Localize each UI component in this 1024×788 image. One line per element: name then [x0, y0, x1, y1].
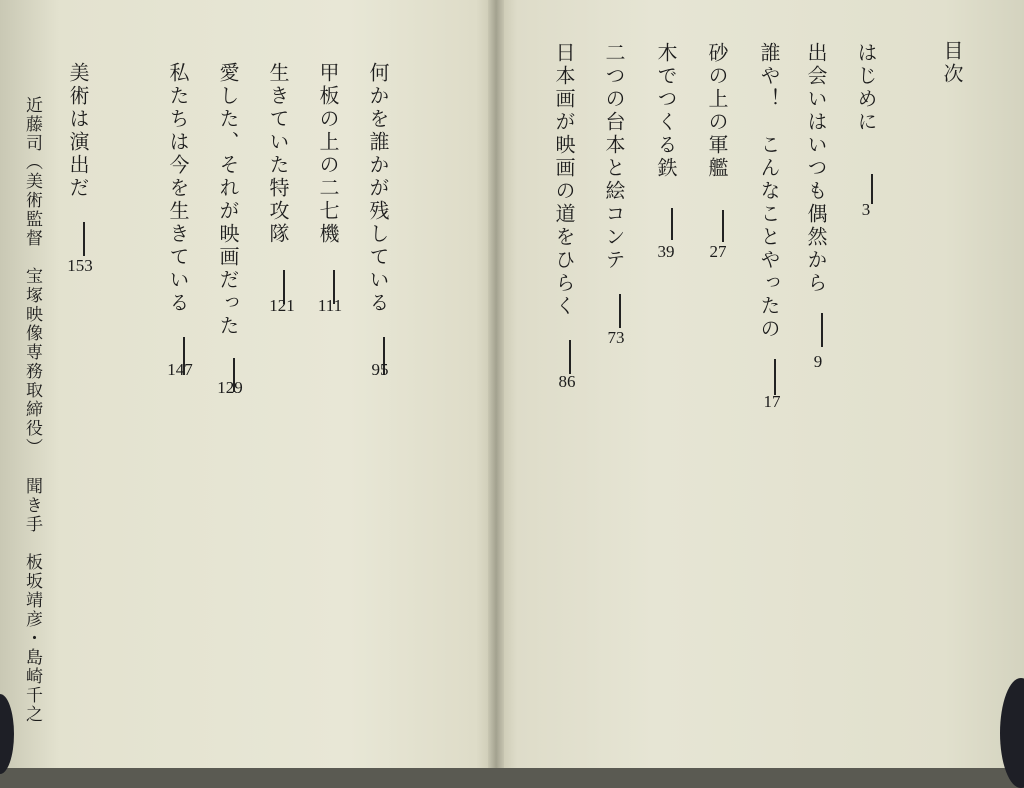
toc-entry-12: [64, 62, 93, 256]
leader-line: [619, 294, 621, 328]
toc-entry-title: 私たちは今を生きている: [166, 62, 190, 315]
toc-entry-page: 3: [861, 200, 871, 219]
toc-entry-title: 甲板の上の二七機: [316, 62, 340, 246]
toc-entry-page: 27: [709, 242, 727, 261]
leader-line: [83, 222, 85, 256]
toc-entry-2: [755, 42, 784, 395]
toc-entry-7: [364, 62, 393, 375]
toc-entry-page: 129: [217, 378, 243, 397]
leader-line: [671, 208, 673, 240]
toc-entry-page: 9: [813, 352, 823, 371]
credit-interviewer: 聞き手 板坂靖彦・島崎千之: [22, 477, 42, 724]
toc-entry-title: 美術は演出だ: [66, 62, 90, 200]
leader-line: [569, 340, 571, 374]
toc-entry-title: 生きていた特攻隊: [266, 62, 290, 246]
toc-entry-title: 二つの台本と絵コンテ: [602, 42, 626, 272]
toc-entry-title: 出会いはいつも偶然から: [804, 42, 828, 295]
toc-entry-page: 147: [167, 360, 193, 379]
toc-entry-4: [652, 42, 681, 240]
toc-entry-title: 砂の上の軍艦: [705, 42, 729, 180]
toc-entry-page: 111: [317, 296, 343, 315]
toc-entry-title: 木でつくる鉄: [654, 42, 678, 180]
toc-entry-5: [600, 42, 629, 328]
leader-line: [774, 359, 776, 395]
toc-entry-8: [314, 62, 343, 304]
toc-entry-3: [703, 42, 732, 242]
leader-line: [821, 313, 823, 347]
leader-line: [871, 174, 873, 204]
toc-entry-10: [214, 62, 243, 392]
toc-entry-page: 86: [558, 372, 576, 391]
toc-entry-title: 何かを誰かが残している: [366, 62, 390, 315]
toc-entry-title: 愛した、それが映画だった: [216, 62, 240, 338]
toc-entry-page: 153: [67, 256, 93, 275]
book-gutter: [488, 0, 504, 768]
toc-entry-page: 121: [269, 296, 295, 315]
toc-entry-page: 17: [763, 392, 781, 411]
credit-person: 近藤司（美術監督 宝塚映像専務取締役）: [22, 96, 42, 457]
toc-entry-11: [164, 62, 193, 375]
toc-entry-9: [264, 62, 293, 304]
credit-line: [20, 96, 45, 724]
toc-entry-1: [802, 42, 831, 347]
toc-entry-title: 誰や！ こんなことやったの: [757, 42, 781, 341]
toc-entry-page: 73: [607, 328, 625, 347]
toc-entry-title: 日本画が映画の道をひらく: [552, 42, 576, 318]
toc-entry-page: 39: [657, 242, 675, 261]
toc-entry-0: [852, 42, 881, 204]
toc-entry-page: 95: [371, 360, 389, 379]
toc-entry-6: [550, 42, 579, 374]
toc-heading: 目次: [940, 40, 964, 86]
toc-entry-title: はじめに: [854, 42, 878, 134]
leader-line: [722, 210, 724, 242]
